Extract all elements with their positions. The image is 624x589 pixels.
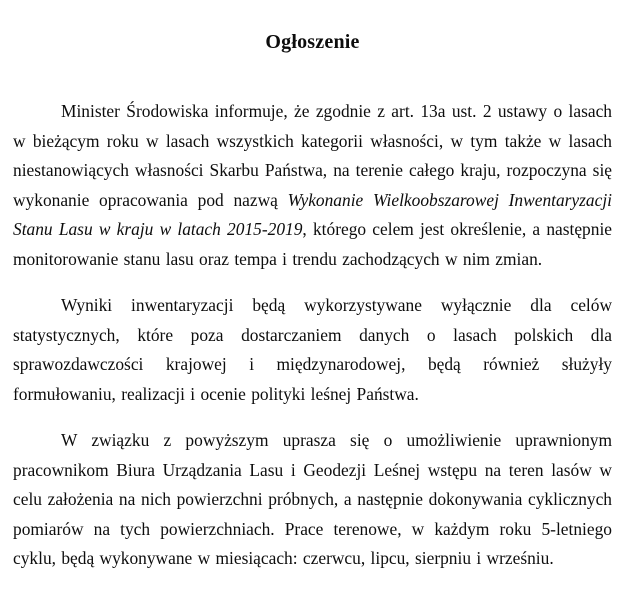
paragraph-1-text-after: , którego celem jest określenie, a następnie monitorowanie stanu lasu oraz tempa i trendu zachodzących w nim zmian. bbox=[13, 219, 612, 269]
paragraph-announcement-intro bbox=[13, 97, 612, 274]
paragraph-inventory-results: Wyniki inwentaryzacji będą wykorzystywane wyłącznie dla celów statystycznych, które poza dostarczaniem danych o lasach polskich dla sprawozdawczości krajowej i międzynarodowej, będą również służyły formułowaniu, realizacji i ocenie polityki leśnej Państwa. bbox=[13, 295, 612, 404]
paragraph-1-text-before: Minister Środowiska informuje, że zgodnie z art. 13a ust. 2 ustawy o lasach w bieżącym roku w lasach wszystkich kategorii własności, w tym także w lasach niestanowiących własności Skarbu Państwa, na terenie całego kraju, rozpoczyna się wykonanie opracowania pod nazwą bbox=[13, 101, 612, 210]
paragraph-access-request: W związku z powyższym uprasza się o umożliwienie uprawnionym pracownikom Biura Urządzania Lasu i Geodezji Leśnej wstępu na teren lasów w celu założenia na nich powierzchni próbnych, a następnie dokonywania cyklicznych pomiarów na tych powierzchniach. Prace terenowe, w każdym roku 5-letniego cyklu, będą wykonywane w miesiącach: czerwcu, lipcu, sierpniu i wrześniu. bbox=[13, 430, 612, 568]
paragraph-1-inventory-title-italic: Wykonanie Wielkoobszarowej Inwentaryzacji Stanu Lasu w kraju w latach 2015-2019 bbox=[13, 189, 612, 239]
document-title: Ogłoszenie bbox=[265, 31, 360, 53]
